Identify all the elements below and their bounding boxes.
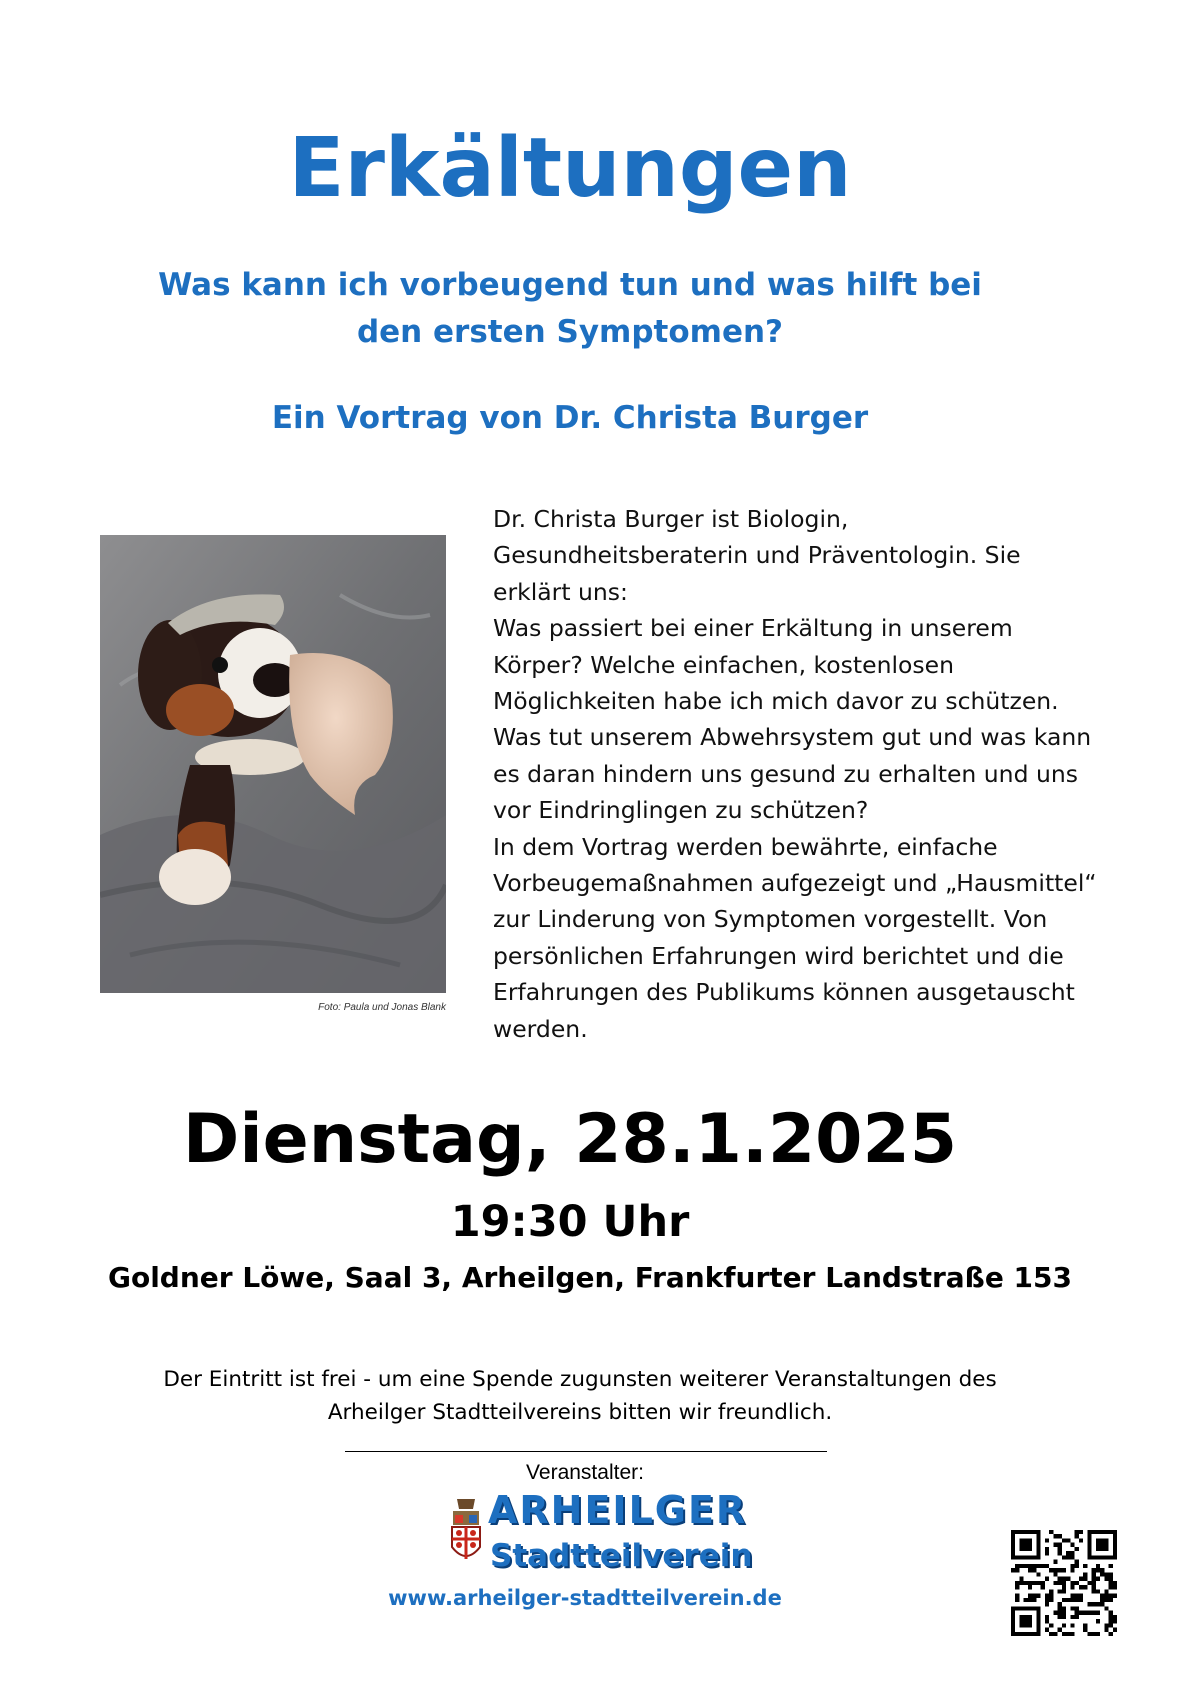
separator-line <box>345 1451 827 1452</box>
event-venue: Goldner Löwe, Saal 3, Arheilgen, Frankfurter Landstraße 153 <box>107 1261 1073 1294</box>
page-title: Erkältungen <box>288 121 852 216</box>
event-description: Dr. Christa Burger ist Biologin, Gesundheitsberaterin und Präventologin. Sie erklärt uns: Was passiert bei einer Erkältung in unserem Körper? Welche einfachen, kostenlosen Möglichkeiten habe ich mich davor zu schützen. Was tut unserem Abwehrsystem gut und was kann es daran hindern uns gesund zu erhalten und uns vor Eindringlingen zu schützen? In dem Vortrag werden bewährte, einfache Vorbeugemaßnahmen aufgezeigt und „Hausmittel“ zur Linderung von Symptomen vorgestellt. Von persönlichen Erfahrungen wird berichtet und die Erfahrungen des Publikums können ausgetauscht werden. <box>493 505 1097 1043</box>
speaker-line: Ein Vortrag von Dr. Christa Burger <box>271 400 869 436</box>
qr-code-icon <box>1011 1530 1117 1636</box>
subtitle: Was kann ich vorbeugend tun und was hilft bei den ersten Symptomen? <box>158 267 982 350</box>
organizer-logo-subtitle: Stadtteilverein <box>490 1538 753 1574</box>
event-date: Dienstag, 28.1.2025 <box>182 1100 958 1179</box>
organizer-logo-title: ARHEILGER <box>488 1488 748 1532</box>
organizer-website[interactable]: www.arheilger-stadtteilverein.de <box>388 1586 782 1610</box>
entry-note: Der Eintritt ist frei - um eine Spende zugunsten weiterer Veranstaltungen des Arheilger Stadtteilvereins bitten wir freundlich. <box>163 1367 997 1425</box>
event-photo <box>100 535 446 993</box>
event-time: 19:30 Uhr <box>450 1197 690 1247</box>
photo-credit: Foto: Paula und Jonas Blank <box>318 1002 446 1013</box>
organizer-label: Veranstalter: <box>526 1461 644 1484</box>
coat-of-arms-icon <box>449 1495 483 1567</box>
